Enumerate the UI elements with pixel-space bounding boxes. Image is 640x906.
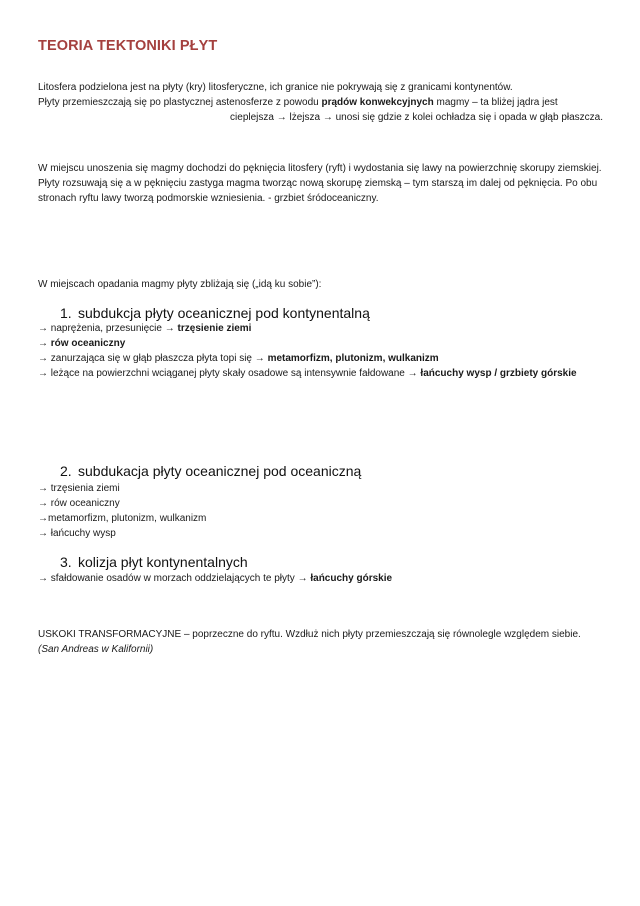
list-item: → naprężenia, przesunięcie → trzęsienie ziemi bbox=[38, 323, 252, 334]
convergence-intro: W miejscach opadania magmy płyty zbliżają się („idą ku sobie”): bbox=[38, 279, 322, 290]
section-heading-3: 3. kolizja płyt kontynentalnych bbox=[60, 554, 248, 570]
intro-line-2: Płyty przemieszczają się po plastycznej astenosferze z powodu prądów konwekcyjnych magmy – ta bliżej jądra jest bbox=[38, 97, 558, 108]
intro-paragraph bbox=[38, 80, 603, 125]
section-list-1 bbox=[38, 321, 603, 381]
section-list-2 bbox=[38, 481, 603, 541]
intro-line-3: cieplejsza → lżejsza → unosi się gdzie z kolei ochładza się i opada w głąb płaszcza. bbox=[230, 112, 603, 123]
intro-line-1: Litosfera podzielona jest na płyty (kry) litosferyczne, ich granice nie pokrywają się z granicami kontynentów. bbox=[38, 82, 513, 93]
list-item: → leżące na powierzchni wciąganej płyty skały osadowe są intensywnie fałdowane → łańcuchy wysp / grzbiety górskie bbox=[38, 368, 577, 379]
list-item: → rów oceaniczny bbox=[38, 498, 120, 509]
list-item: → łańcuchy wysp bbox=[38, 528, 116, 539]
section-heading-2: 2. subdukacja płyty oceanicznej pod oceaniczną bbox=[60, 463, 362, 479]
section-list-3 bbox=[38, 571, 603, 586]
italic-note: (San Andreas w Kalifornii) bbox=[38, 644, 154, 655]
bold-phrase: prądów konwekcyjnych bbox=[321, 97, 434, 108]
list-item: → sfałdowanie osadów w morzach oddzielających te płyty → łańcuchy górskie bbox=[38, 573, 393, 584]
rift-paragraph: W miejscu unoszenia się magmy dochodzi do pęknięcia litosfery (ryft) i wydostania się lawy na powierzchnię skorupy ziemskiej. Płyty rozsuwają się a w pęknięciu zastyga magma tworząc nową skorupę ziemską – tym starszą im dalej od pęknięcia. Po obu stronach ryftu lawy tworzą podmorskie wzniesienia. - grzbiet śródoceaniczny. bbox=[38, 163, 602, 204]
list-item: → rów oceaniczny bbox=[38, 338, 126, 349]
list-item: → trzęsienia ziemi bbox=[38, 483, 120, 494]
page-title: TEORIA TEKTONIKI PŁYT bbox=[38, 38, 218, 54]
transform-paragraph: USKOKI TRANSFORMACYJNE – poprzeczne do ryftu. Wzdłuż nich płyty przemieszczają się równolegle względem siebie. (San Andreas w Kalifornii) bbox=[38, 629, 581, 655]
list-item: → zanurzająca się w głąb płaszcza płyta topi się → metamorfizm, plutonizm, wulkanizm bbox=[38, 353, 439, 364]
list-item: →metamorfizm, plutonizm, wulkanizm bbox=[38, 513, 207, 524]
section-heading-1: 1. subdukcja płyty oceanicznej pod kontynentalną bbox=[60, 305, 370, 321]
